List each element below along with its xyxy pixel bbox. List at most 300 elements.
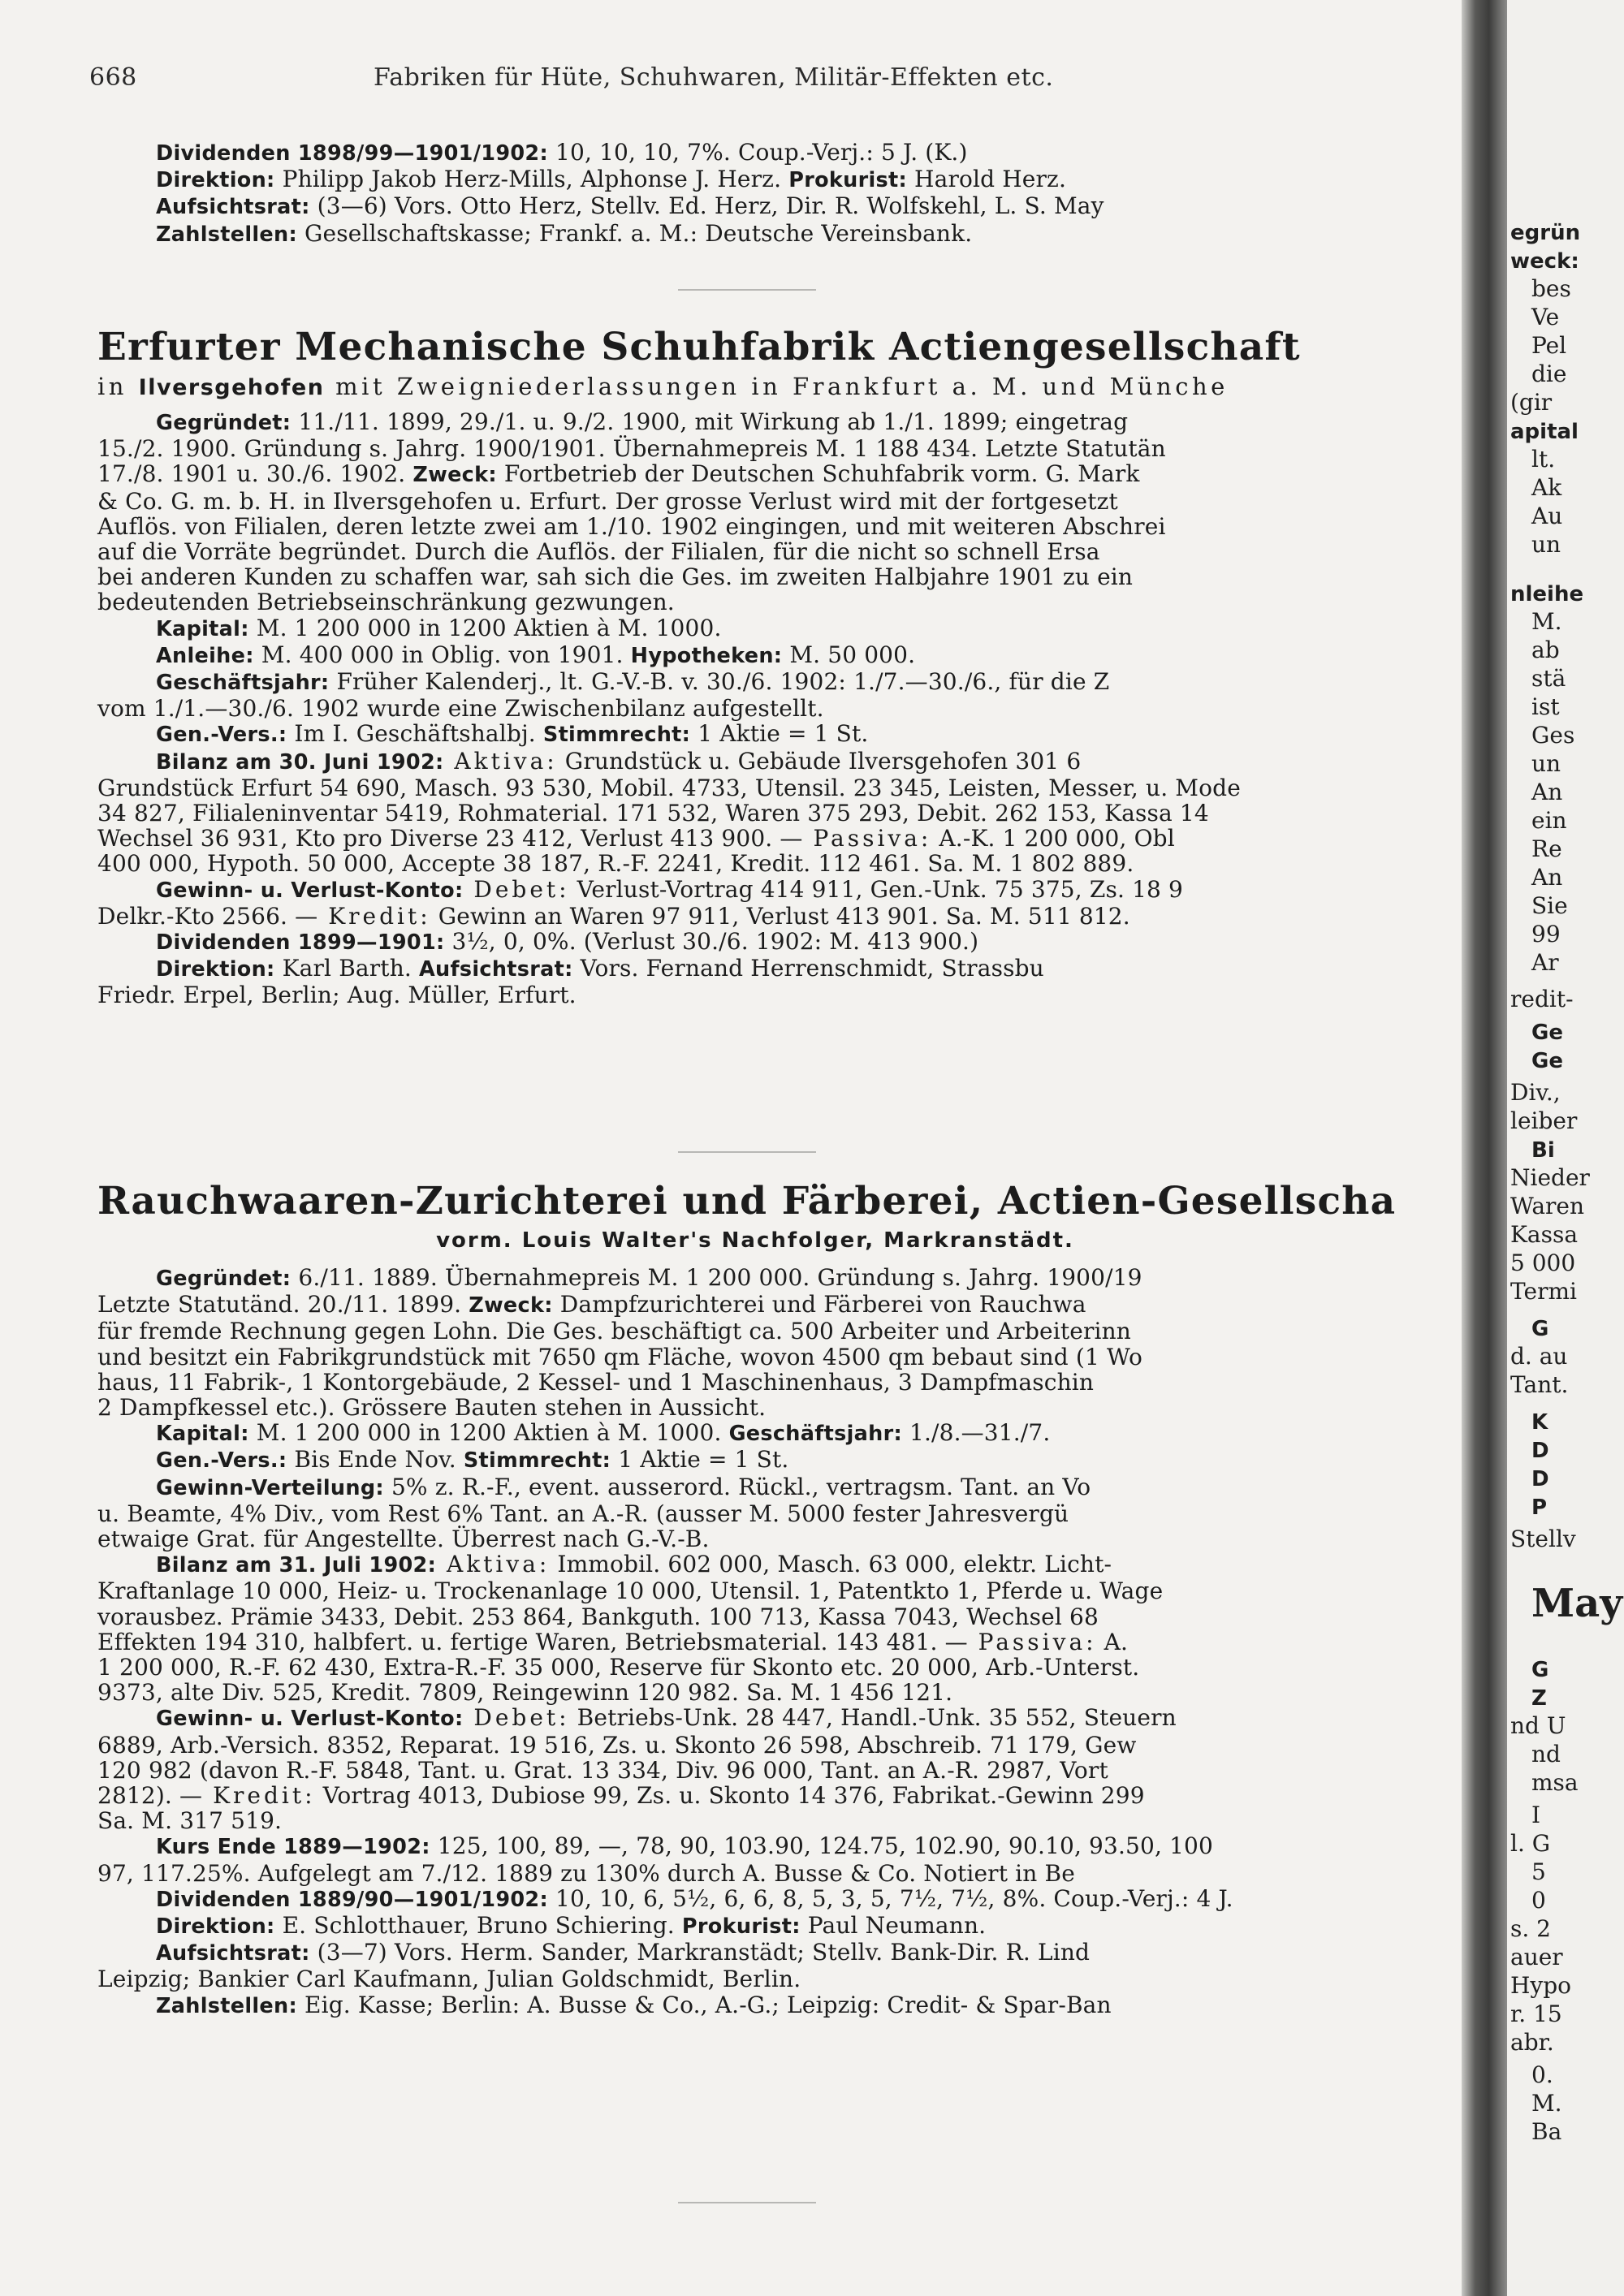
text-line [97,851,1413,876]
next-page-fragment [1531,2062,1553,2087]
field-label: Zweck: [469,1293,553,1318]
fragment-text: bes [1531,275,1571,302]
text-line [97,221,1413,248]
field-label: Gen.-Vers.: [156,723,287,748]
text-line [97,615,1413,642]
text-line [97,1966,1413,1992]
text-line [97,1318,1413,1344]
company-entry-rauchwaaren [97,1177,1413,2019]
fragment-text: Ges [1531,722,1575,749]
fragment-text: nd [1531,1741,1561,1767]
field-value: Philipp Jakob Herz-Mills, Alphonse J. Herz. [274,166,782,193]
spaced-heading: Passiva: [802,825,932,852]
field-label: Stimmrecht: [463,1448,611,1474]
fragment-text: Ba [1531,2118,1562,2145]
field-value: Bis Ende Nov. [287,1446,456,1474]
field-value: (3—7) Vors. Herm. Sander, Markranstädt; Stellv. Bank-Dir. R. Lind [309,1939,1091,1966]
fragment-text: Hypo [1510,1972,1572,1999]
field-value: Betriebs-Unk. 28 447, Handl.-Unk. 35 552, Steuern [569,1704,1177,1732]
field-value: E. Schlotthauer, Bruno Schiering. [274,1912,675,1940]
field-value: Vortrag 4013, Dubiose 99, Zs. u. Skonto 14 376, Fabrikat.-Gewinn 299 [315,1782,1145,1810]
fragment-text: May [1531,1581,1623,1626]
field-label: Zahlstellen: [156,1993,297,2018]
running-title: Fabriken für Hüte, Schuhwaren, Militär-Effekten etc. [374,63,1054,92]
spaced-heading: Kredit: [202,1782,316,1810]
next-page-fragment [1531,1465,1549,1492]
text-line [97,166,1413,193]
field-value: auf die Vorräte begründet. Durch die Auflös. der Filialen, für die nicht so schnell Ersa [97,538,1100,566]
fragment-text: lt. [1531,446,1556,473]
fragment-text: Div., [1510,1079,1561,1106]
text-line [97,193,1413,220]
text-line [97,877,1413,904]
field-value: Letzte Statutänd. 20./11. 1899. [97,1291,462,1318]
field-value: 6889, Arb.-Versich. 8352, Reparat. 19 516, Zs. u. Skonto 26 598, Abschreib. 71 179, Gew [97,1731,1137,1759]
field-value: Sa. M. 317 519. [97,1807,283,1835]
text-line [97,1913,1413,1940]
text-line [97,1420,1413,1447]
field-label: Gewinn- u. Verlust-Konto: [156,1707,464,1732]
next-page-fragment [1531,921,1561,947]
fragment-text: G [1531,1658,1549,1682]
page-number: 668 [89,63,137,92]
fragment-text: Ge [1531,1021,1563,1045]
section-divider [678,289,816,291]
text-line [97,1808,1413,1833]
next-page-fragment [1531,893,1568,918]
fragment-text: Kassa [1510,1221,1579,1248]
field-value: Paul Neumann. [800,1912,987,1940]
next-page-fragment [1531,2119,1561,2144]
field-label: Dividenden 1899—1901: [156,930,445,956]
text-line [97,904,1413,929]
field-value: Auflös. von Filialen, deren letzte zwei am 1./10. 1902 eingingen, und mit weiteren Abschrei [97,512,1166,540]
next-page-fragment [1531,808,1567,833]
next-page-fragment [1510,1831,1550,1856]
field-label: Gewinn- u. Verlust-Konto: [156,878,464,903]
fragment-text: un [1531,531,1561,558]
next-page-fragment [1510,2030,1554,2055]
text-line [97,956,1413,982]
field-value: A. [1096,1628,1129,1655]
next-page-fragment [1510,1372,1568,1397]
field-value: 125, 100, 89, —, 78, 90, 103.90, 124.75, 102.90, 90.10, 93.50, 100 [430,1832,1213,1860]
field-label: Aufsichtsrat: [156,1941,310,1966]
text-line [97,1629,1413,1655]
field-value: Eig. Kasse; Berlin: A. Busse & Co., A.-G.; Leipzig: Credit- & Spar-Ban [296,1991,1112,2018]
text-line [97,1861,1413,1886]
next-page-fragment [1531,1859,1546,1884]
text-line [97,1395,1413,1420]
field-value: Delkr.-Kto 2566. — [97,902,318,930]
fragment-text: nd U [1510,1712,1566,1739]
text-line [97,1655,1413,1680]
field-label: Gegründet: [156,411,292,435]
field-value: Effekten 194 310, halbfert. u. fertige Waren, Betriebsmaterial. 143 481. — [97,1628,968,1655]
company-entry-erfurter [97,323,1413,1008]
next-page-fragment [1510,219,1580,246]
next-page-fragment [1510,1526,1576,1552]
next-page-fragment [1531,1315,1548,1342]
text-line [97,1886,1413,1913]
next-page-fragment [1531,1494,1547,1521]
field-label: Kapital: [156,616,249,641]
field-value: Immobil. 602 000, Masch. 63 000, elektr. Licht- [550,1551,1112,1578]
fragment-text: Ve [1531,304,1560,330]
text-line [97,982,1413,1008]
next-page-fragment [1531,666,1566,691]
field-label: Zweck: [412,463,497,488]
field-value: haus, 11 Fabrik-, 1 Kontorgebäude, 2 Kessel- und 1 Maschinenhaus, 3 Dampfmaschin [97,1368,1095,1396]
spaced-heading: Debet: [463,875,570,903]
text-line [97,436,1413,461]
field-value: Karl Barth. [274,955,412,982]
text-line [97,696,1413,721]
fragment-text: Stellv [1510,1526,1576,1552]
next-page-fragment [1531,950,1559,975]
fragment-text: msa [1531,1769,1579,1796]
text-line [97,539,1413,564]
text-line [97,642,1413,669]
field-value: Fortbetrieb der Deutschen Schuhfabrik vorm. G. Mark [496,460,1140,488]
text-line [97,929,1413,956]
text-line [97,1733,1413,1758]
next-page-fragment [1531,1741,1561,1767]
next-page-fragment [1510,248,1579,274]
fragment-text: Ak [1531,474,1562,501]
next-page-fragment [1531,1019,1563,1046]
fragment-text: ist [1531,693,1560,720]
company-title: Rauchwaaren-Zurichterei und Färberei, Actien-Gesellscha [97,1179,1397,1224]
subtitle-suffix: mit Zweigniederlassungen in Frankfurt a. M. und Münche [324,373,1229,400]
text-line [97,1604,1413,1629]
next-page-fragment [1531,723,1574,748]
fragment-text: nleihe [1510,582,1584,606]
text-line [97,1783,1413,1808]
field-value: & Co. G. m. b. H. in Ilversgehofen u. Erfurt. Der grosse Verlust wird mit der fortgesetzt [97,487,1118,515]
fragment-text: 0. [1531,2061,1553,2088]
field-label: Zahlstellen: [156,222,297,247]
field-value: bei anderen Kunden zu schaffen war, sah sich die Ges. im zweiten Halbjahre 1901 zu ein [97,563,1134,591]
fragment-text: 99 [1531,921,1561,947]
text-line [97,801,1413,826]
next-page-fragment [1510,390,1552,415]
field-value: Friedr. Erpel, Berlin; Aug. Müller, Erfurt. [97,982,577,1009]
field-value: Gesellschaftskasse; Frankf. a. M.: Deutsche Vereinsbank. [296,219,973,247]
fragment-text: stä [1531,665,1566,692]
field-label: Direktion: [156,957,275,982]
field-value: Wechsel 36 931, Kto pro Diverse 23 412, Verlust 413 900. — [97,825,803,852]
next-page-fragment [1531,475,1561,500]
text-line [97,775,1413,801]
field-label: Kurs Ende 1889—1902: [156,1835,430,1860]
next-page-fragment [1510,986,1574,1012]
field-label: Prokurist: [788,168,907,193]
text-line [97,461,1413,488]
text-line [97,669,1413,696]
text-line [97,1265,1413,1292]
previous-entry-tail [97,140,1413,248]
text-line [97,140,1413,166]
next-page-edge [1507,0,1624,2296]
fragment-text: auer [1510,1944,1563,1970]
text-line [97,1705,1413,1732]
next-page-fragment [1510,1973,1571,1998]
text-line [97,721,1413,748]
field-value: 10, 10, 6, 5½, 6, 6, 8, 5, 3, 5, 7½, 7½, 8%. Coup.-Verj.: 4 J. [547,1884,1233,1912]
next-page-fragment [1531,304,1559,330]
next-page-fragment [1510,1344,1567,1369]
next-page-fragment [1531,637,1560,662]
fragment-text: G [1531,1317,1549,1341]
fragment-text: ein [1531,807,1567,834]
fragment-text: Re [1531,835,1562,862]
field-value: 400 000, Hypoth. 50 000, Accepte 38 187, R.-F. 2241, Kredit. 112 461. Sa. M. 1 802 889. [97,850,1134,878]
field-label: Aufsichtsrat: [419,957,573,982]
fragment-text: apital [1510,420,1579,444]
field-value: vom 1./1.—30./6. 1902 wurde eine Zwischenbilanz aufgestellt. [97,695,824,723]
next-page-fragment [1510,1250,1575,1275]
field-value: Vors. Fernand Herrenschmidt, Strassbu [572,955,1044,982]
fragment-text: Ge [1531,1049,1563,1073]
text-line [97,1370,1413,1395]
field-value: Dampfzurichterei und Färberei von Rauchwa [552,1291,1086,1318]
field-value: Grundstück Erfurt 54 690, Masch. 93 530, Mobil. 4733, Utensil. 23 345, Leisten, Messer, u. Mode [97,774,1241,801]
next-page-fragment [1531,1437,1549,1464]
company-subtitle [97,372,1413,403]
text-line [97,826,1413,851]
next-page-fragment [1531,532,1561,557]
field-value: Harold Herz. [906,166,1066,193]
spaced-heading: Passiva: [967,1628,1097,1655]
next-page-fragment [1531,1888,1546,1913]
next-page-fragment [1510,418,1579,445]
field-label: Direktion: [156,168,275,193]
text-line [97,749,1413,775]
fragment-text: abr. [1510,2029,1554,2056]
spaced-heading: Kredit: [317,902,431,930]
subtitle-place: Ilversgehofen [138,375,325,400]
field-value: vorausbez. Prämie 3433, Debit. 253 864, Bankguth. 100 713, Kassa 7043, Wechsel 68 [97,1603,1099,1630]
field-value: bedeutenden Betriebseinschränkung gezwungen. [97,589,675,616]
next-page-fragment [1531,1137,1555,1163]
field-value: 2812). — [97,1782,203,1810]
field-label: Stimmrecht: [542,723,691,748]
text-line [97,1526,1413,1552]
fragment-text: Pel [1531,332,1567,359]
text-line [97,1758,1413,1783]
field-label: Gegründet: [156,1267,292,1291]
text-line [97,1833,1413,1860]
field-value: 6./11. 1889. Übernahmepreis M. 1 200 000. Gründung s. Jahrg. 1900/19 [291,1264,1142,1291]
field-label: Dividenden 1898/99—1901/1902: [156,141,548,166]
text-line [97,589,1413,615]
company-subtitle: vorm. Louis Walter's Nachfolger, Markranstädt. [436,1228,1074,1253]
text-line [97,489,1413,514]
field-value: Verlust-Vortrag 414 911, Gen.-Unk. 75 375, Zs. 18 9 [569,875,1184,903]
fragment-text: M. [1531,608,1562,635]
next-page-fragment [1510,1193,1584,1219]
fragment-text: An [1531,779,1563,805]
fragment-text: leiber [1510,1107,1578,1134]
fragment-text: I [1531,1802,1541,1828]
fragment-text: An [1531,864,1563,891]
field-value: und besitzt ein Fabrikgrundstück mit 7650 qm Fläche, wovon 4500 qm bebaut sind (1 Wo [97,1343,1143,1370]
field-label: Geschäftsjahr: [156,671,330,696]
entry-body [97,1265,1413,2019]
field-label: Gewinn-Verteilung: [156,1475,384,1500]
field-label: Anleihe: [156,643,254,668]
field-value: 2 Dampfkessel etc.). Grössere Bauten stehen in Aussicht. [97,1394,767,1422]
subtitle-prefix: in [97,373,127,400]
next-page-fragment [1531,1802,1540,1828]
field-value: Gewinn an Waren 97 911, Verlust 413 901. Sa. M. 511 812. [430,902,1130,930]
field-value: Im I. Geschäftshalbj. [287,720,536,748]
next-page-fragment [1510,1944,1563,1970]
company-title: Erfurter Mechanische Schuhfabrik Actiengesellschaft [97,325,1301,369]
next-page-fragment [1531,836,1562,861]
text-line [97,1578,1413,1603]
section-divider [678,2202,816,2203]
next-page-fragment [1531,1409,1548,1435]
spaced-heading: Debet: [463,1704,570,1732]
field-value: für fremde Rechnung gegen Lohn. Die Ges. beschäftigt ca. 500 Arbeiter und Arbeiterinn [97,1318,1131,1345]
next-page-fragment [1531,1656,1548,1683]
fragment-text: Ar [1531,949,1559,976]
fragment-text: ab [1531,637,1560,663]
next-page-fragment [1531,447,1555,472]
text-line [97,1344,1413,1370]
fragment-text: (gir [1510,389,1553,416]
running-header [89,63,1429,112]
field-value: 1 Aktie = 1 St. [611,1446,789,1474]
next-page-fragment [1510,1916,1551,1941]
field-label: Bilanz am 31. Juli 1902: [156,1553,437,1578]
field-value: 15./2. 1900. Gründung s. Jahrg. 1900/1901. Übernahmepreis M. 1 188 434. Letzte Statutän [97,435,1166,463]
field-value: 5% z. R.-F., event. ausserord. Rückl., vertragsm. Tant. an Vo [383,1473,1091,1500]
fragment-text: d. au [1510,1343,1568,1370]
field-value: 10, 10, 10, 7%. Coup.-Verj.: 5 J. (K.) [547,139,968,166]
field-value: etwaige Grat. für Angestellte. Überrest nach G.-V.-B. [97,1526,710,1553]
text-line [97,564,1413,589]
fragment-text: r. 15 [1510,2000,1562,2027]
field-value: 3½, 0, 0%. (Verlust 30./6. 1902: M. 413 900.) [444,928,979,956]
field-label: Hypotheken: [630,643,783,668]
fragment-text: Z [1531,1686,1547,1711]
fragment-text: Au [1531,503,1563,529]
field-value: Leipzig; Bankier Carl Kaufmann, Julian Goldschmidt, Berlin. [97,1966,801,1993]
next-page-fragment [1510,1279,1577,1304]
book-gutter [1462,0,1507,2296]
next-page-fragment [1531,333,1566,358]
fragment-text: 0 [1531,1887,1546,1914]
fragment-text: D [1531,1439,1549,1463]
fragment-text: P [1531,1495,1548,1520]
entry-body [97,409,1413,1008]
next-page-fragment [1531,276,1571,301]
fragment-text: Termi [1510,1278,1577,1305]
field-value: (3—6) Vors. Otto Herz, Stellv. Ed. Herz, Dir. R. Wolfskehl, L. S. May [309,192,1104,220]
field-value: Kraftanlage 10 000, Heiz- u. Trockenanlage 10 000, Utensil. 1, Patentkto 1, Pferde u. Wage [97,1577,1164,1605]
next-page-fragment [1510,2001,1562,2026]
next-page-fragment [1510,1080,1561,1105]
fragment-text: Tant. [1510,1371,1569,1398]
field-label: Geschäftsjahr: [728,1422,902,1447]
field-label: Gen.-Vers.: [156,1448,287,1474]
fragment-text: Sie [1531,892,1568,919]
field-label: Direktion: [156,1914,275,1940]
field-value: 11./11. 1899, 29./1. u. 9./2. 1900, mit Wirkung ab 1./1. 1899; eingetrag [291,408,1129,435]
fragment-text: Nieder [1510,1164,1590,1191]
field-label: Bilanz am 30. Juni 1902: [156,749,444,775]
field-value: M. 1 200 000 in 1200 Aktien à M. 1000. [248,614,722,641]
text-line [97,1474,1413,1501]
field-value: M. 1 200 000 in 1200 Aktien à M. 1000. [248,1419,722,1447]
next-page-fragment [1531,361,1566,386]
fragment-text: Waren [1510,1193,1585,1219]
field-value: 34 827, Filialeninventar 5419, Rohmaterial. 171 532, Waren 375 293, Debit. 262 153, Kassa 14 [97,800,1209,827]
next-page-fragment [1531,609,1562,634]
fragment-text: un [1531,750,1561,777]
field-value: 17./8. 1901 u. 30./6. 1902. [97,460,406,488]
fragment-text: M. [1531,2090,1562,2117]
fragment-text: redit- [1510,986,1574,1012]
field-value: 120 982 (davon R.-F. 5848, Tant. u. Grat. 13 334, Div. 96 000, Tant. an A.-R. 2987, Vort [97,1756,1108,1784]
next-page-fragment [1510,1222,1578,1247]
text-line [97,514,1413,539]
field-value: M. 50 000. [782,641,916,668]
field-value: Früher Kalenderj., lt. G.-V.-B. v. 30./6. 1902: 1./7.—30./6., für die Z [329,668,1110,696]
fragment-text: K [1531,1410,1548,1435]
next-page-fragment [1531,694,1560,719]
text-line [97,1501,1413,1526]
fragment-text: D [1531,1467,1549,1491]
spaced-heading: Aktiva: [436,1551,551,1578]
next-page-fragment [1510,1108,1577,1133]
next-page-fragment [1531,1770,1579,1795]
fragment-text: weck: [1510,249,1579,274]
field-value: 1 Aktie = 1 St. [690,720,869,748]
fragment-text: 5 [1531,1858,1546,1885]
text-line [97,1940,1413,1966]
section-divider [678,1151,816,1153]
next-page-fragment [1531,779,1562,805]
field-label: Prokurist: [681,1914,801,1940]
fragment-text: 5 000 [1510,1249,1576,1276]
field-value: Grundstück u. Gebäude Ilversgehofen 301 6 [557,747,1082,775]
next-page-fragment [1531,865,1562,890]
next-page-fragment [1531,1047,1563,1074]
text-line [97,1992,1413,2019]
field-value: A.-K. 1 200 000, Obl [931,825,1175,852]
next-page-fragment [1510,580,1583,607]
field-value: M. 400 000 in Oblig. von 1901. [253,641,624,668]
field-value: u. Beamte, 4% Div., vom Rest 6% Tant. an A.-R. (ausser M. 5000 fester Jahresvergü [97,1500,1069,1527]
field-label: Dividenden 1889/90—1901/1902: [156,1887,548,1912]
field-value: 97, 117.25%. Aufgelegt am 7./12. 1889 zu 130% durch A. Busse & Co. Notiert in Be [97,1859,1075,1887]
fragment-text: l. G [1510,1830,1551,1857]
next-page-fragment [1510,1713,1566,1738]
text-line [97,1292,1413,1318]
next-page-fragment [1510,1165,1590,1190]
text-line [97,1552,1413,1578]
fragment-text: egrün [1510,221,1581,245]
next-page-fragment [1531,1581,1623,1626]
text-line [97,1447,1413,1474]
field-value: 9373, alte Div. 525, Kredit. 7809, Reingewinn 120 982. Sa. M. 1 456 121. [97,1679,953,1707]
spaced-heading: Aktiva: [443,747,558,775]
fragment-text: s. 2 [1510,1915,1551,1942]
